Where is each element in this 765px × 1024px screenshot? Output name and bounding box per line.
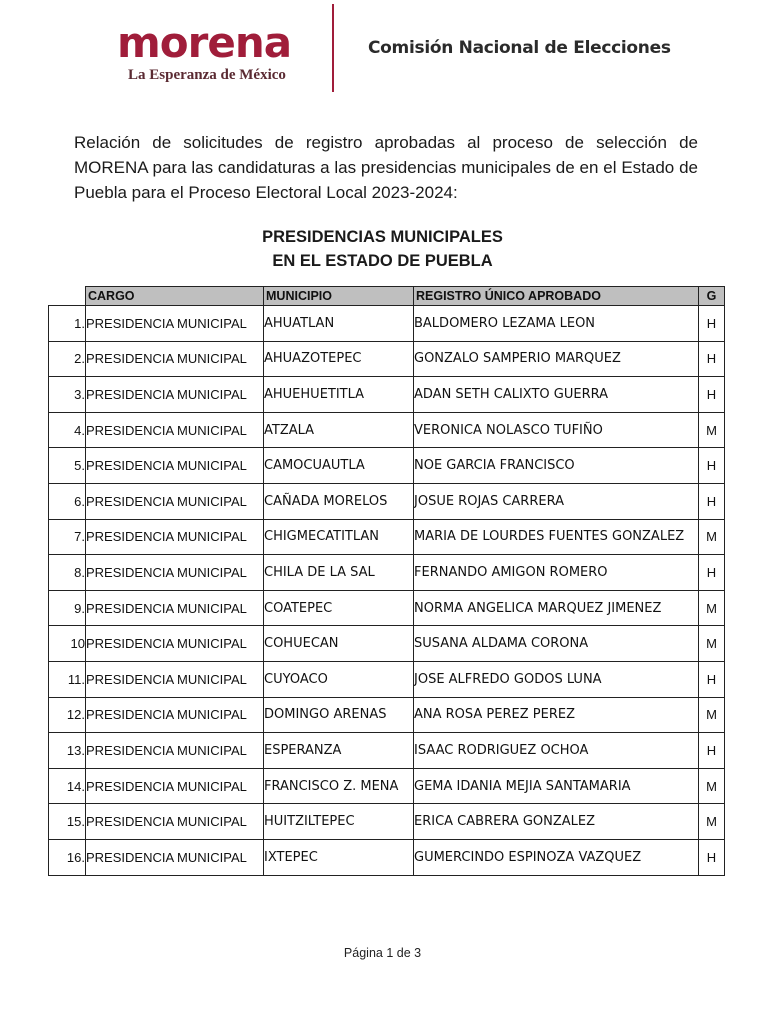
cargo-cell: PRESIDENCIA MUNICIPAL: [86, 412, 264, 448]
header-divider: [332, 4, 334, 92]
gender-cell: H: [699, 377, 725, 413]
row-number: 11.: [49, 661, 86, 697]
table-row: [49, 804, 725, 840]
row-number: 1.: [49, 306, 86, 342]
registro-cell: GUMERCINDO ESPINOZA VAZQUEZ: [414, 839, 699, 875]
cargo-cell: PRESIDENCIA MUNICIPAL: [86, 483, 264, 519]
registro-cell: SUSANA ALDAMA CORONA: [414, 626, 699, 662]
table-row: [49, 555, 725, 591]
table-row: [49, 306, 725, 342]
gender-cell: H: [699, 839, 725, 875]
registro-cell: GEMA IDANIA MEJIA SANTAMARIA: [414, 768, 699, 804]
gender-cell: H: [699, 448, 725, 484]
registro-cell: NORMA ANGELICA MARQUEZ JIMENEZ: [414, 590, 699, 626]
municipio-cell: CAÑADA MORELOS: [264, 483, 414, 519]
row-number: 6.: [49, 483, 86, 519]
gender-cell: M: [699, 768, 725, 804]
intro-paragraph: Relación de solicitudes de registro aprobadas al proceso de selección de MORENA para las candidaturas a las presidencias municipales de en el Estado de Puebla para el Proceso Electoral Local 2023-2024:: [74, 133, 698, 202]
table-row: [49, 341, 725, 377]
table-row: [49, 733, 725, 769]
table-header-row: [49, 287, 725, 306]
gender-cell: H: [699, 483, 725, 519]
row-number: 10: [49, 626, 86, 662]
municipio-cell: COATEPEC: [264, 590, 414, 626]
gender-cell: H: [699, 341, 725, 377]
municipio-cell: CUYOACO: [264, 661, 414, 697]
gender-cell: M: [699, 804, 725, 840]
table-row: [49, 483, 725, 519]
municipio-cell: ESPERANZA: [264, 733, 414, 769]
row-number: 4.: [49, 412, 86, 448]
column-header-municipio: MUNICIPIO: [264, 287, 414, 306]
municipio-cell: COHUECAN: [264, 626, 414, 662]
registro-cell: MARIA DE LOURDES FUENTES GONZALEZ: [414, 519, 699, 555]
gender-cell: M: [699, 412, 725, 448]
cargo-cell: PRESIDENCIA MUNICIPAL: [86, 590, 264, 626]
table-row: [49, 697, 725, 733]
row-number: 5.: [49, 448, 86, 484]
gender-cell: H: [699, 661, 725, 697]
document-header: [0, 0, 765, 100]
row-number: 9.: [49, 590, 86, 626]
logo-tagline: La Esperanza de México: [128, 67, 286, 83]
registro-cell: ISAAC RODRIGUEZ OCHOA: [414, 733, 699, 769]
cargo-cell: PRESIDENCIA MUNICIPAL: [86, 306, 264, 342]
column-header-registro: REGISTRO ÚNICO APROBADO: [414, 287, 699, 306]
cargo-cell: PRESIDENCIA MUNICIPAL: [86, 555, 264, 591]
gender-cell: H: [699, 555, 725, 591]
cargo-cell: PRESIDENCIA MUNICIPAL: [86, 697, 264, 733]
gender-cell: M: [699, 626, 725, 662]
municipio-cell: AHUAZOTEPEC: [264, 341, 414, 377]
municipio-cell: ATZALA: [264, 412, 414, 448]
row-number: 2.: [49, 341, 86, 377]
municipio-cell: HUITZILTEPEC: [264, 804, 414, 840]
table-row: [49, 839, 725, 875]
row-number: 7.: [49, 519, 86, 555]
commission-title: Comisión Nacional de Elecciones: [368, 38, 671, 58]
column-header-g: G: [699, 287, 725, 306]
gender-cell: M: [699, 590, 725, 626]
registro-cell: GONZALO SAMPERIO MARQUEZ: [414, 341, 699, 377]
table-row: [49, 448, 725, 484]
table-row: [49, 626, 725, 662]
registrations-table: [48, 286, 725, 876]
row-number: 12.: [49, 697, 86, 733]
table-row: [49, 661, 725, 697]
municipio-cell: AHUATLAN: [264, 306, 414, 342]
section-title-line1: PRESIDENCIAS MUNICIPALES: [262, 228, 503, 246]
registro-cell: JOSUE ROJAS CARRERA: [414, 483, 699, 519]
section-title: [0, 225, 765, 273]
page-number: Página 1 de 3: [343, 946, 422, 960]
row-number: 13.: [49, 733, 86, 769]
registro-cell: NOE GARCIA FRANCISCO: [414, 448, 699, 484]
municipio-cell: DOMINGO ARENAS: [264, 697, 414, 733]
municipio-cell: AHUEHUETITLA: [264, 377, 414, 413]
cargo-cell: PRESIDENCIA MUNICIPAL: [86, 733, 264, 769]
gender-cell: M: [699, 519, 725, 555]
row-number: 16.: [49, 839, 86, 875]
gender-cell: H: [699, 733, 725, 769]
gender-cell: H: [699, 306, 725, 342]
municipio-cell: FRANCISCO Z. MENA: [264, 768, 414, 804]
column-header-cargo: CARGO: [86, 287, 264, 306]
row-number: 3.: [49, 377, 86, 413]
registro-cell: VERONICA NOLASCO TUFIÑO: [414, 412, 699, 448]
cargo-cell: PRESIDENCIA MUNICIPAL: [86, 661, 264, 697]
registro-cell: ANA ROSA PEREZ PEREZ: [414, 697, 699, 733]
cargo-cell: PRESIDENCIA MUNICIPAL: [86, 377, 264, 413]
table-row: [49, 412, 725, 448]
municipio-cell: IXTEPEC: [264, 839, 414, 875]
table-body: [49, 306, 725, 876]
table-row: [49, 377, 725, 413]
cargo-cell: PRESIDENCIA MUNICIPAL: [86, 804, 264, 840]
registro-cell: FERNANDO AMIGON ROMERO: [414, 555, 699, 591]
cargo-cell: PRESIDENCIA MUNICIPAL: [86, 448, 264, 484]
table-row: [49, 519, 725, 555]
gender-cell: M: [699, 697, 725, 733]
cargo-cell: PRESIDENCIA MUNICIPAL: [86, 768, 264, 804]
cargo-cell: PRESIDENCIA MUNICIPAL: [86, 839, 264, 875]
header-blank-cell: [49, 287, 86, 306]
row-number: 8.: [49, 555, 86, 591]
cargo-cell: PRESIDENCIA MUNICIPAL: [86, 341, 264, 377]
table-row: [49, 590, 725, 626]
row-number: 15.: [49, 804, 86, 840]
morena-logo: morena: [117, 18, 292, 67]
registro-cell: JOSE ALFREDO GODOS LUNA: [414, 661, 699, 697]
municipio-cell: CHIGMECATITLAN: [264, 519, 414, 555]
municipio-cell: CHILA DE LA SAL: [264, 555, 414, 591]
registro-cell: ADAN SETH CALIXTO GUERRA: [414, 377, 699, 413]
registro-cell: ERICA CABRERA GONZALEZ: [414, 804, 699, 840]
row-number: 14.: [49, 768, 86, 804]
cargo-cell: PRESIDENCIA MUNICIPAL: [86, 519, 264, 555]
table-row: [49, 768, 725, 804]
cargo-cell: PRESIDENCIA MUNICIPAL: [86, 626, 264, 662]
municipio-cell: CAMOCUAUTLA: [264, 448, 414, 484]
section-title-line2: EN EL ESTADO DE PUEBLA: [272, 252, 493, 270]
registro-cell: BALDOMERO LEZAMA LEON: [414, 306, 699, 342]
